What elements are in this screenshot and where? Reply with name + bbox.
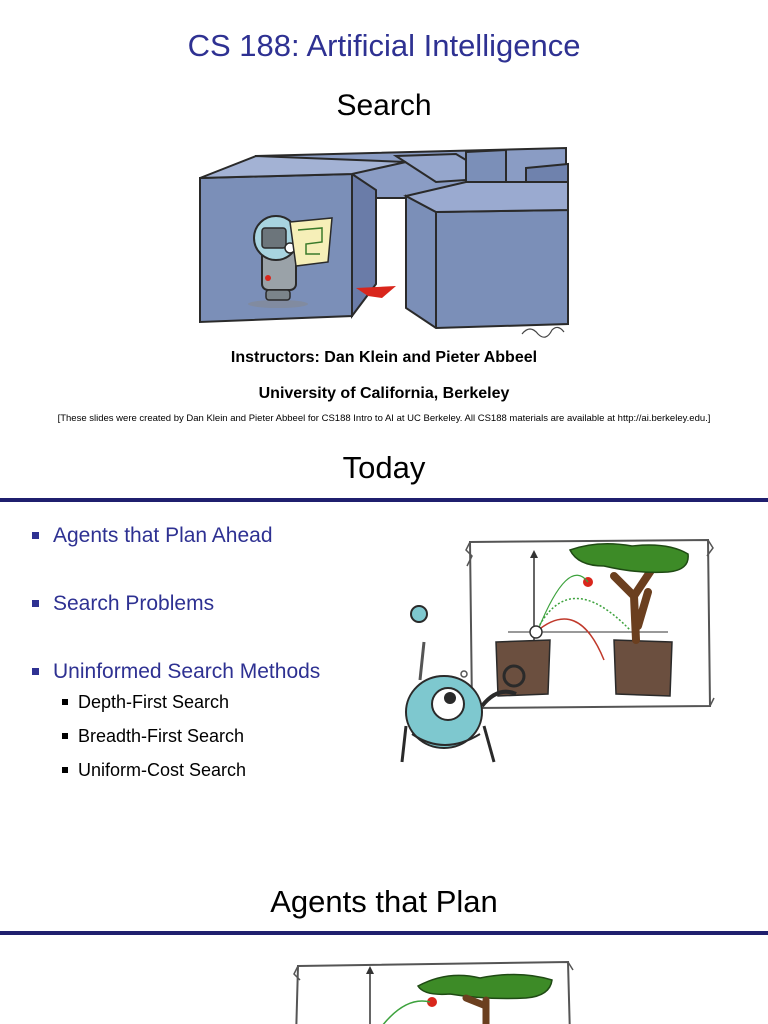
bullet-agents-plan-ahead: Agents that Plan Ahead — [32, 520, 320, 552]
subbullet-ucs: Uniform-Cost Search — [62, 758, 246, 782]
slide-agents-that-plan — [0, 860, 768, 1024]
planning-tree-illustration — [186, 946, 582, 1024]
sub-bullet-list — [62, 690, 246, 792]
slide-title-today: Today — [342, 450, 426, 485]
instructors-line: Instructors: Dan Klein and Pieter Abbeel — [230, 349, 538, 366]
credits-note: [These slides were created by Dan Klein and Pieter Abbeel for CS188 Intro to AI at UC Berkeley. All CS188 materials are available at http://ai.berkeley.edu.] — [57, 413, 711, 424]
title-rule — [0, 498, 768, 502]
thinking-robot-illustration — [398, 536, 728, 786]
slide-title-agents-that-plan: Agents that Plan — [270, 884, 498, 919]
slide-title-page — [0, 0, 768, 440]
university-line: University of California, Berkeley — [258, 385, 510, 402]
main-bullet-list — [32, 520, 320, 692]
slide-today — [0, 440, 768, 860]
robot-maze-illustration — [196, 138, 572, 344]
subbullet-bfs: Breadth-First Search — [62, 724, 246, 748]
lecture-subtitle: Search — [336, 89, 432, 122]
subbullet-dfs: Depth-First Search — [62, 690, 246, 714]
title-rule — [0, 931, 768, 935]
bullet-uninformed-search: Uninformed Search Methods — [32, 656, 320, 688]
bullet-search-problems: Search Problems — [32, 588, 320, 620]
course-title: CS 188: Artificial Intelligence — [187, 28, 581, 63]
